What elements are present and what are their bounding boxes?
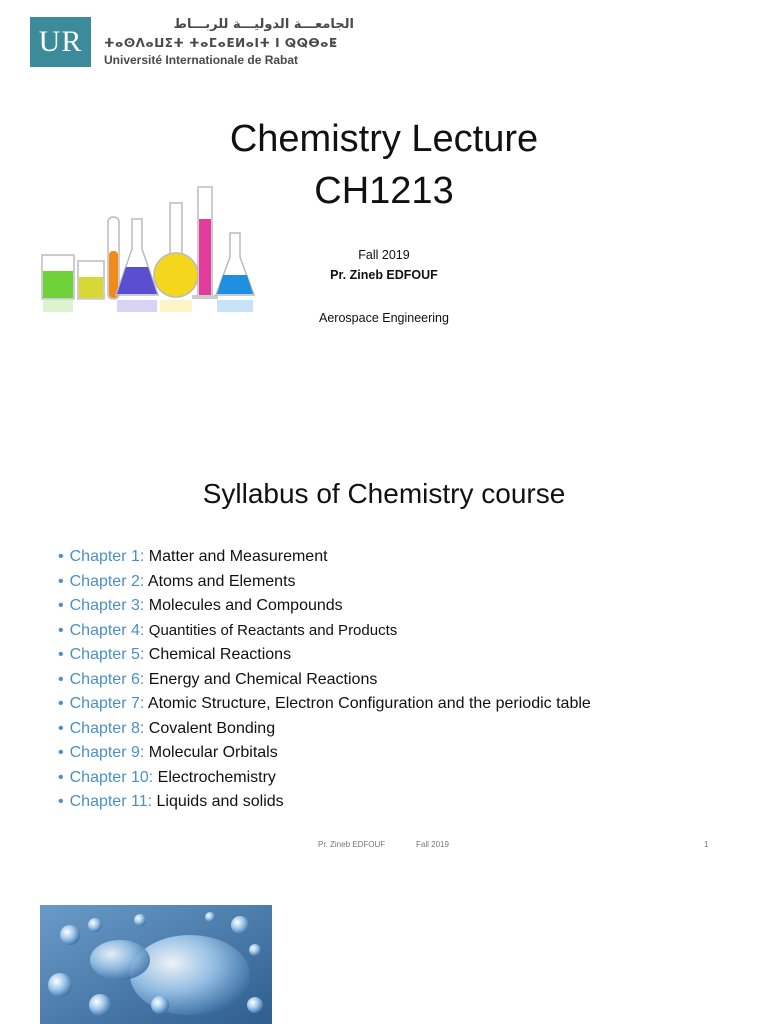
logo-tifinagh-name: ⵜⴰⵙⴷⴰⵡⵉⵜ ⵜⴰⵎⴰⴹⵍⴰⵏⵜ ⵏ ⵕⵕⴱⴰⵟ	[104, 36, 338, 50]
slide-title-line1: Chemistry Lecture	[229, 118, 539, 160]
chapter-topic: Quantities of Reactants and Products	[148, 621, 398, 639]
bullet-icon: •	[58, 719, 64, 737]
chapter-topic: Liquids and solids	[156, 793, 284, 810]
chapter-topic: Electrochemistry	[157, 768, 276, 786]
list-item	[58, 545, 591, 570]
bullet-icon: •	[58, 621, 64, 639]
list-item	[58, 741, 591, 766]
chapter-topic: Atomic Structure, Electron Configuration and the periodic table	[147, 695, 591, 712]
footer-author: Pr. Zineb EDFOUF	[318, 840, 386, 849]
bullet-icon: •	[58, 744, 64, 761]
chapter-topic: Chemical Reactions	[148, 646, 292, 663]
term-text: Fall 2019	[358, 248, 410, 262]
list-item	[58, 692, 591, 717]
logo-initials: UR	[30, 17, 91, 67]
bullet-icon: •	[58, 646, 64, 663]
chapter-topic: Molecular Orbitals	[148, 744, 278, 761]
bullet-icon: •	[58, 670, 64, 688]
bullet-icon: •	[58, 572, 64, 590]
chapter-label: Chapter 6:	[69, 670, 145, 688]
list-item	[58, 619, 591, 644]
chapter-label: Chapter 9:	[69, 744, 145, 761]
list-item	[58, 643, 591, 668]
university-logo	[30, 17, 360, 69]
page-number: 1	[704, 840, 709, 849]
bullet-icon: •	[58, 597, 64, 614]
chapter-topic: Energy and Chemical Reactions	[148, 670, 378, 688]
chapter-label: Chapter 3:	[69, 597, 145, 614]
chapter-label: Chapter 5:	[69, 646, 145, 663]
footer-term: Fall 2019	[416, 840, 449, 849]
bullet-icon: •	[58, 768, 64, 786]
molecule-image	[40, 905, 272, 1024]
professor-name: Pr. Zineb EDFOUF	[330, 268, 438, 282]
chapter-label: Chapter 7:	[69, 695, 145, 712]
chapter-label: Chapter 2:	[69, 572, 145, 590]
chapter-topic: Molecules and Compounds	[148, 597, 343, 614]
chapter-label: Chapter 11:	[69, 793, 153, 810]
chapter-topic: Covalent Bonding	[148, 719, 276, 737]
chapter-list	[58, 545, 591, 815]
chapter-label: Chapter 1:	[69, 548, 145, 565]
chapter-label: Chapter 4:	[69, 621, 145, 639]
logo-latin-name: Université Internationale de Rabat	[104, 53, 299, 67]
list-item	[58, 570, 591, 595]
list-item	[58, 766, 591, 791]
list-item	[58, 594, 591, 619]
chapter-label: Chapter 10:	[69, 768, 154, 786]
syllabus-title: Syllabus of Chemistry course	[202, 478, 566, 509]
program-name: Aerospace Engineering	[319, 311, 449, 325]
list-item	[58, 790, 591, 815]
list-item	[58, 668, 591, 693]
chapter-topic: Atoms and Elements	[147, 572, 296, 590]
bullet-icon: •	[58, 548, 64, 565]
bullet-icon: •	[58, 695, 64, 712]
list-item	[58, 717, 591, 742]
logo-arabic-name: الجامعـــة الدوليـــة للربـــاط	[173, 17, 354, 32]
slide-title-line2: CH1213	[314, 170, 454, 212]
chapter-label: Chapter 8:	[69, 719, 145, 737]
bullet-icon: •	[58, 793, 64, 810]
chapter-topic: Matter and Measurement	[148, 548, 328, 565]
